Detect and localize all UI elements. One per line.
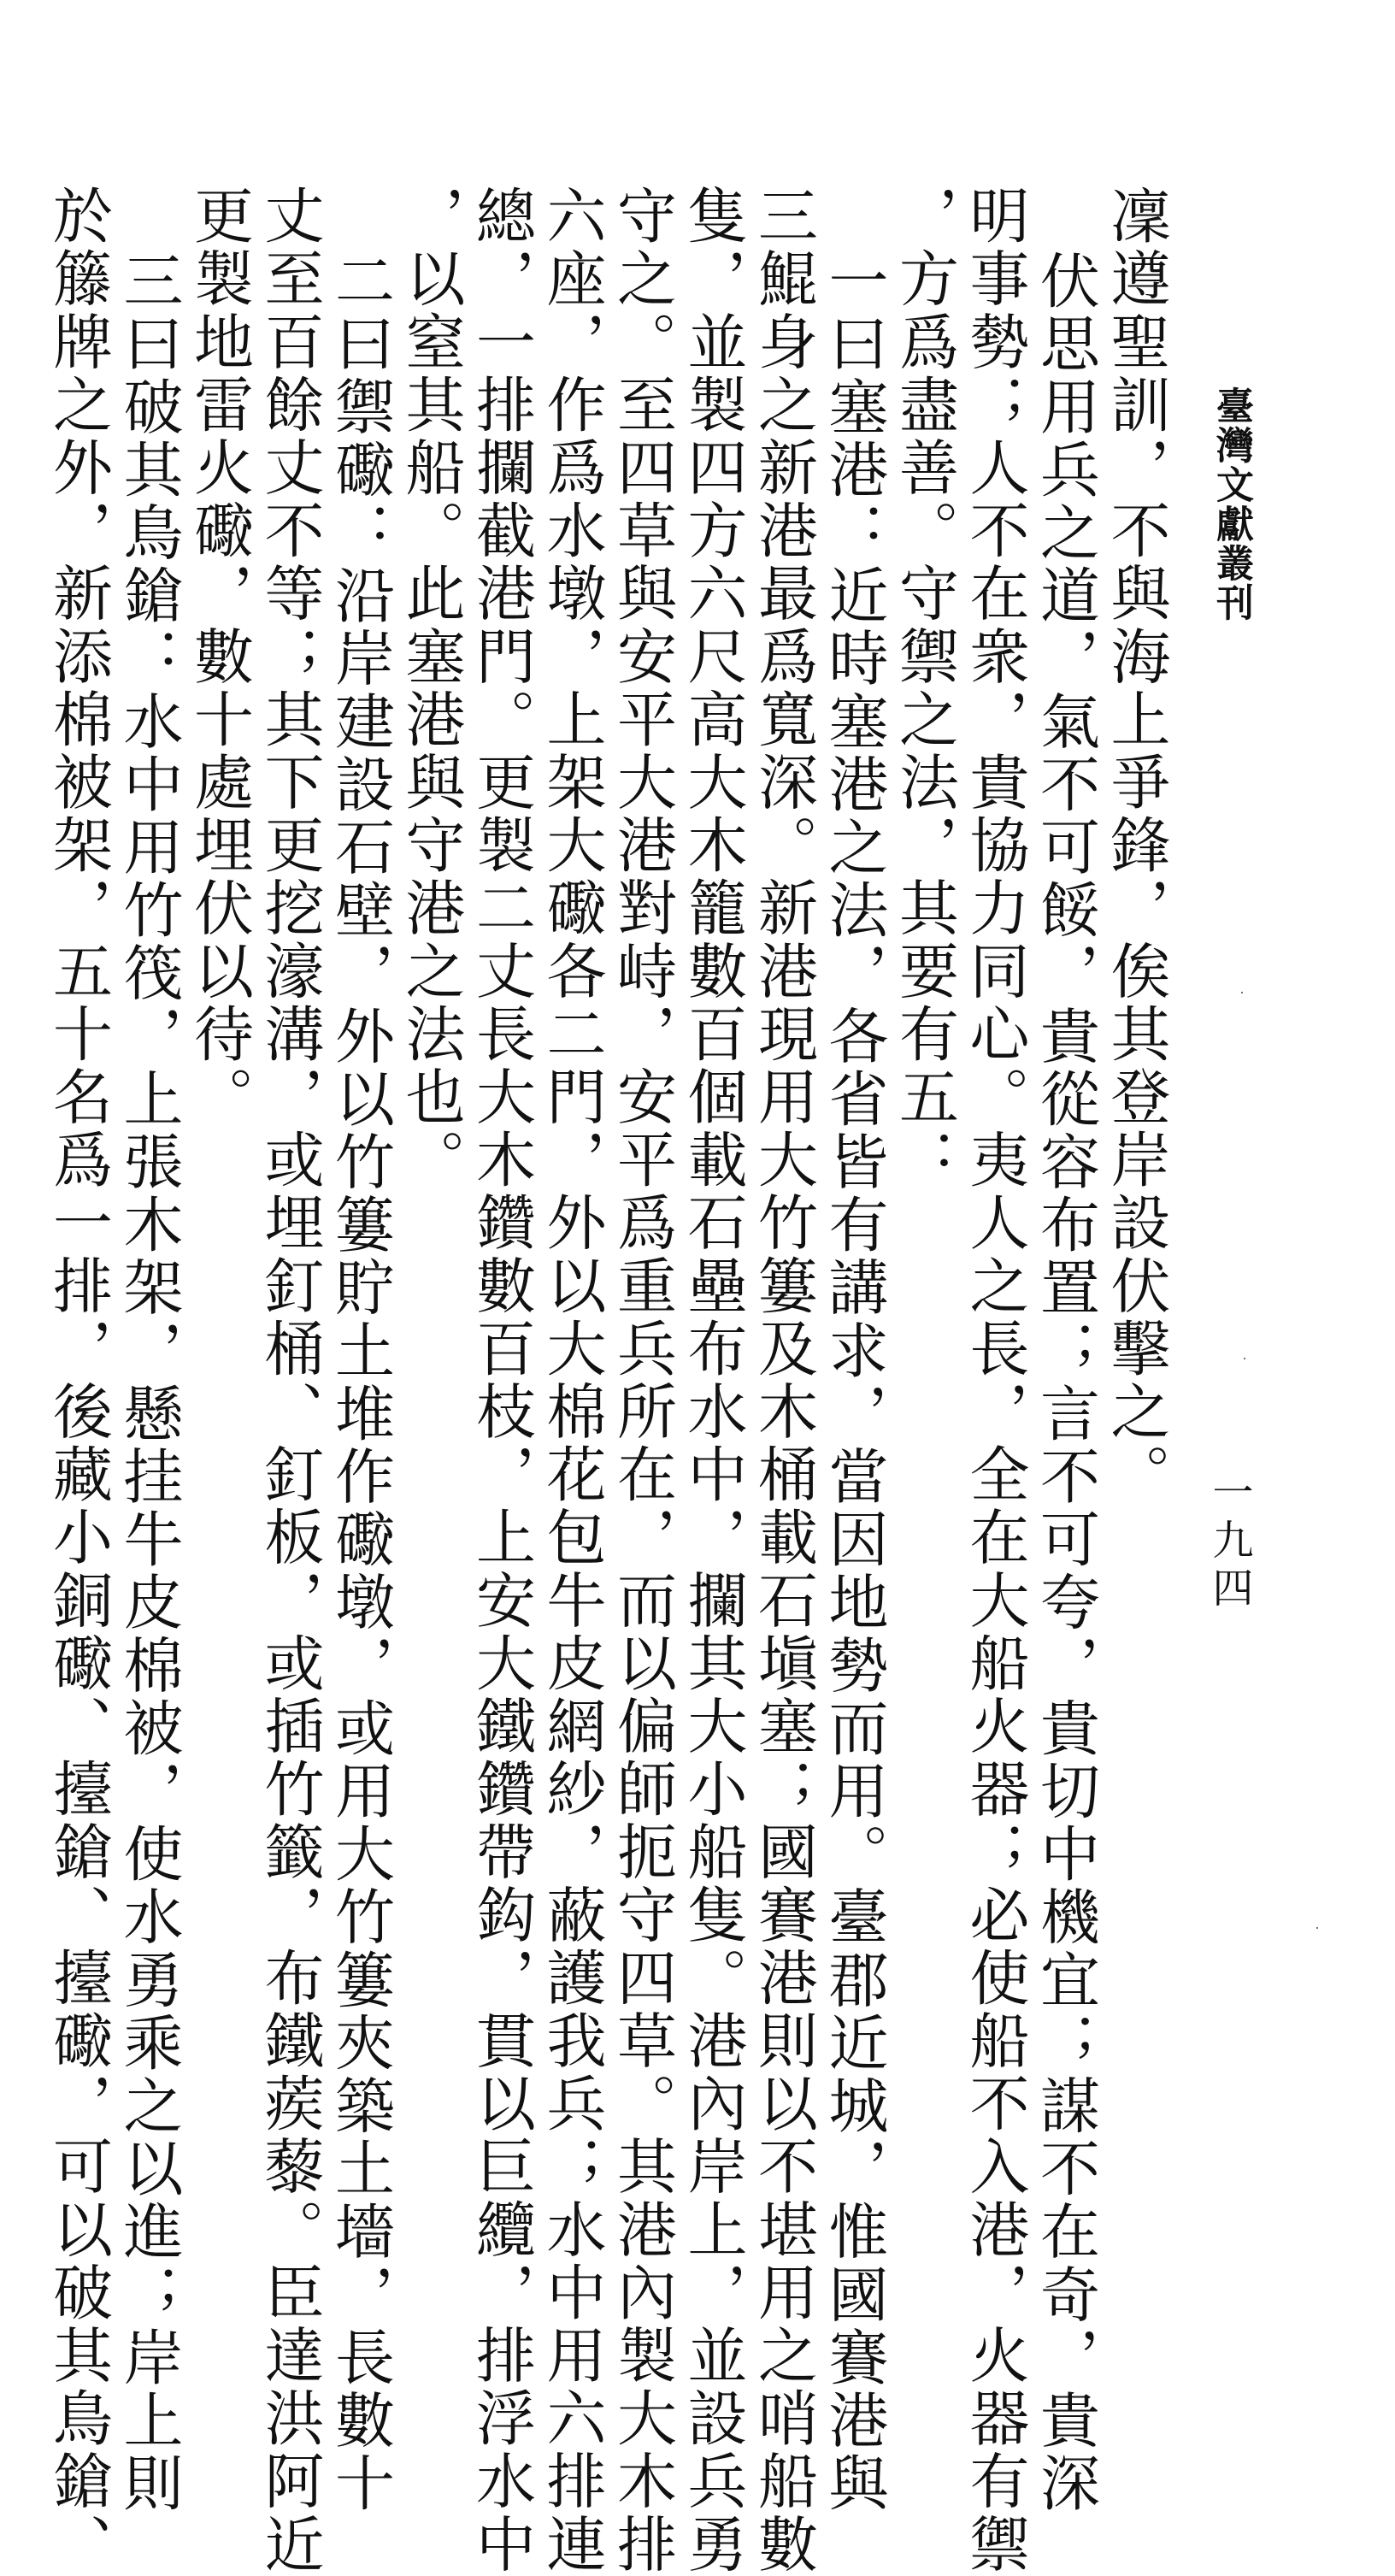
text-line: 於籐牌之外，新添棉被架，五十名爲一排，後藏小銅礮、擡鎗、擡礮，可以破其鳥鎗、 xyxy=(43,185,114,2576)
text-line: 丈至百餘丈不等；其下更挖濠溝，或埋釘桶、釘板，或插竹籤，布鐵蒺藜。臣達洪阿近 xyxy=(255,185,325,2576)
text-line: 明事勢；人不在衆，貴協力同心。夷人之長，全在大船火器；必使船不入港，火器有禦 xyxy=(960,185,1030,2576)
text-line: 三鯤身之新港最爲寬深。新港現用大竹簍及木桶載石塡塞；國賽港則以不堪用之哨船數 xyxy=(748,185,819,2576)
text-line: 守之。至四草與安平大港對峙，安平爲重兵所在，而以偏師扼守四草。其港內製大木排 xyxy=(607,185,678,2576)
text-line: ，方爲盡善。守禦之法，其要有五： xyxy=(889,185,960,1192)
text-line: 一曰塞港：近時塞港之法，各省皆有講求，當因地勢而用。臺郡近城，惟國賽港與 xyxy=(819,250,889,2515)
text-line: 三曰破其鳥鎗：水中用竹筏，上張木架，懸挂牛皮棉被，使水勇乘之以進；岸上則 xyxy=(114,250,184,2515)
text-line: 隻，並製四方六尺高大木籠數百個載石壘布水中，攔其大小船隻。港內岸上，並設兵勇 xyxy=(678,185,748,2576)
page-number: 一九四 xyxy=(1205,1471,1253,1614)
print-speck xyxy=(1316,1927,1318,1929)
print-speck xyxy=(1244,1358,1245,1359)
text-line: 二曰禦礮：沿岸建設石壁，外以竹簍貯土堆作礮墩，或用大竹簍夾築土墻，長數十 xyxy=(325,250,396,2515)
body-text xyxy=(43,185,1171,2576)
text-line: 伏思用兵之道，氣不可餒，貴從容布置；言不可夸，貴切中機宜；謀不在奇，貴深 xyxy=(1030,250,1101,2515)
text-line: 總，一排攔截港門。更製二丈長大木鑽數百枝，上安大鐵鑽帶鈎，貫以巨纜，排浮水中 xyxy=(466,185,537,2576)
text-line: 六座，作爲水墩，上架大礮各二門，外以大棉花包牛皮網紗，蔽護我兵；水中用六排連 xyxy=(537,185,607,2576)
text-line: 凜遵聖訓，不與海上爭鋒，俟其登岸設伏擊之。 xyxy=(1101,185,1171,1506)
running-title: 臺灣文獻叢刊 xyxy=(1210,386,1253,622)
text-line: 更製地雷火礮，數十處埋伏以待。 xyxy=(184,185,255,1129)
print-speck xyxy=(1241,992,1243,993)
text-line: ，以窒其船。此塞港與守港之法也。 xyxy=(396,185,466,1192)
